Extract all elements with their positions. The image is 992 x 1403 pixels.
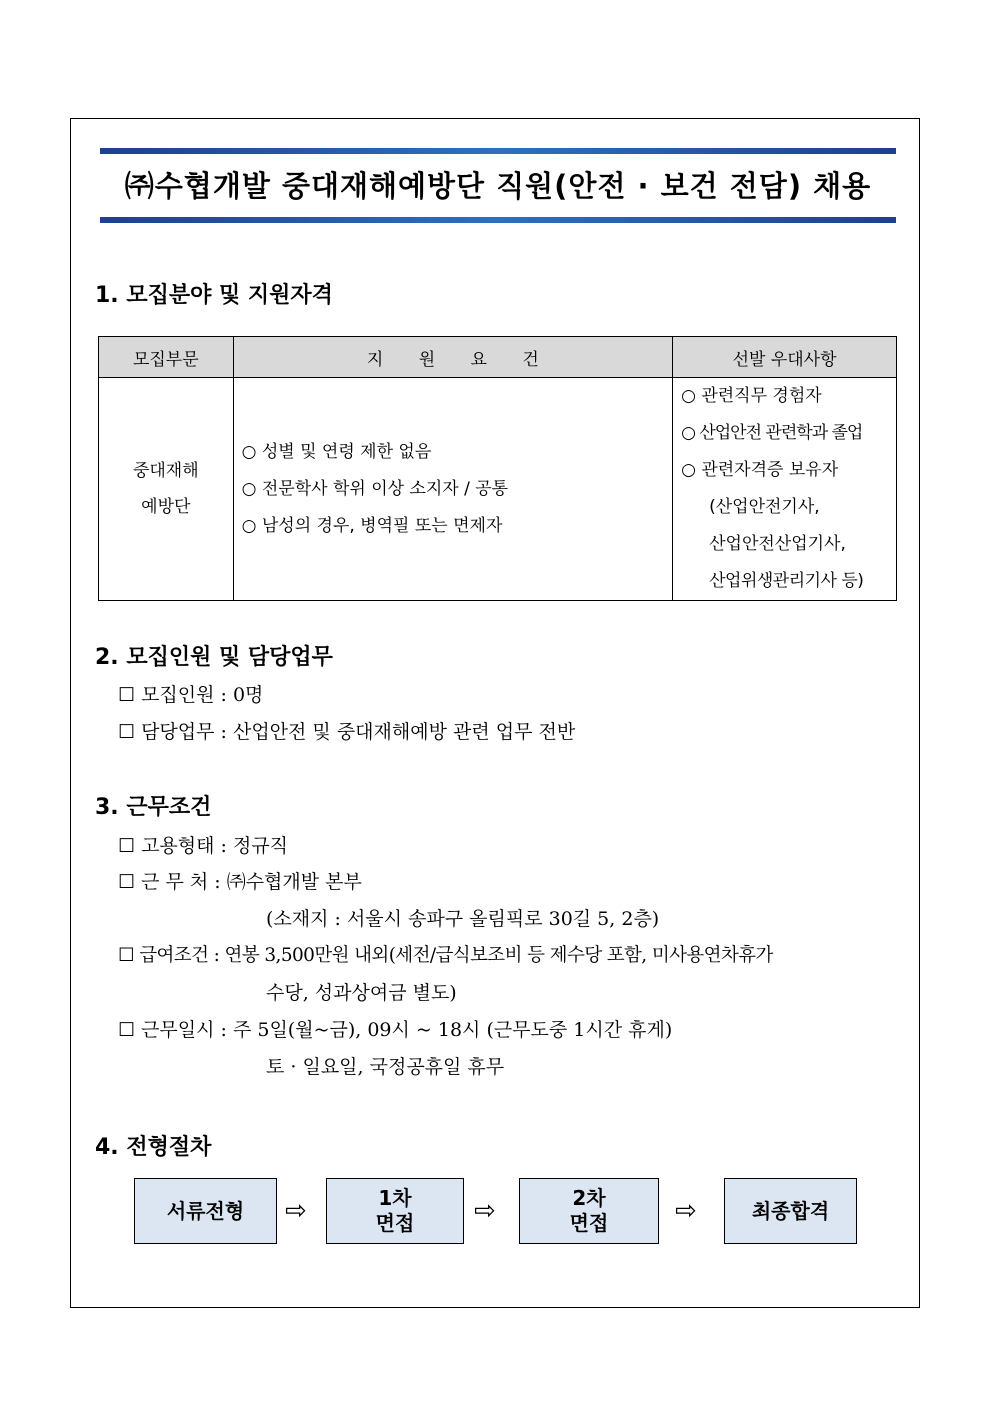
header-preferences: 선발 우대사항 (673, 337, 897, 378)
preference-item: ○ 관련직무 경험자 (681, 386, 822, 406)
salary-condition: ☐ 급여조건 : 연봉 3,500만원 내외(세전/급식보조비 등 제수당 포함, 미사용연차휴가 (118, 945, 773, 966)
requirement-item: ○ 성별 및 연령 제한 없음 (241, 441, 432, 462)
preference-item: 산업위생관리기사 등) (709, 571, 864, 591)
employment-type: ☐ 고용형태 : 정규직 (118, 835, 289, 857)
title-bar-top (100, 148, 896, 154)
preference-item: 산업안전산업기사, (709, 534, 846, 554)
section-heading-1: 1. 모집분야 및 지원자격 (95, 283, 333, 308)
process-step-label: 2차 (572, 1186, 606, 1210)
process-step-interview-1 (326, 1178, 464, 1244)
process-step-label: 최종합격 (751, 1198, 830, 1223)
work-hours-cont: 토 · 일요일, 국정공휴일 휴무 (266, 1056, 505, 1078)
preference-item: ○ 산업안전 관련학과 졸업 (681, 423, 863, 443)
title-bar-bottom (100, 217, 896, 223)
preference-item: ○ 관련자격증 보유자 (681, 460, 839, 480)
salary-condition-cont: 수당, 성과상여금 별도) (266, 982, 457, 1004)
requirement-item: ○ 남성의 경우, 병역필 또는 면제자 (241, 515, 503, 536)
process-step-interview-2 (519, 1178, 659, 1244)
table-header-row (99, 337, 897, 378)
process-step-label: 면접 (569, 1211, 609, 1235)
arrow-icon: ⇨ (675, 1196, 697, 1226)
header-division: 모집부문 (99, 337, 234, 378)
recruit-count: ☐ 모집인원 : 0명 (118, 684, 264, 706)
recruit-duty: ☐ 담당업무 : 산업안전 및 중대재해예방 관련 업무 전반 (118, 721, 576, 743)
process-step-label: 서류전형 (166, 1198, 245, 1223)
header-requirements: 지 원 요 건 (233, 337, 672, 378)
workplace: ☐ 근 무 처 : ㈜수협개발 본부 (118, 871, 362, 893)
requirements-cell (233, 378, 672, 601)
division-line: 예방단 (141, 497, 191, 517)
requirements-table (98, 336, 897, 601)
preferences-cell (673, 378, 897, 601)
process-step-final (724, 1178, 857, 1244)
section-heading-4: 4. 전형절차 (95, 1135, 212, 1160)
table-row (99, 378, 897, 601)
work-hours: ☐ 근무일시 : 주 5일(월~금), 09시 ~ 18시 (근무도중 1시간 휴게) (118, 1019, 673, 1041)
division-cell (99, 378, 234, 601)
arrow-icon: ⇨ (285, 1196, 307, 1226)
workplace-address: (소재지 : 서울시 송파구 올림픽로 30길 5, 2층) (266, 908, 660, 930)
preference-item: (산업안전기사, (709, 497, 820, 517)
process-step-label: 면접 (375, 1211, 415, 1235)
process-step-label: 1차 (378, 1186, 412, 1210)
arrow-icon: ⇨ (474, 1196, 496, 1226)
title-banner (100, 148, 896, 223)
page-title: ㈜수협개발 중대재해예방단 직원(안전 · 보건 전담) 채용 (124, 169, 872, 203)
division-line: 중대재해 (132, 461, 199, 481)
section-heading-2: 2. 모집인원 및 담당업무 (95, 645, 333, 670)
section-heading-3: 3. 근무조건 (95, 795, 212, 820)
requirement-item: ○ 전문학사 학위 이상 소지자 / 공통 (241, 478, 509, 499)
process-step-document (134, 1178, 277, 1244)
